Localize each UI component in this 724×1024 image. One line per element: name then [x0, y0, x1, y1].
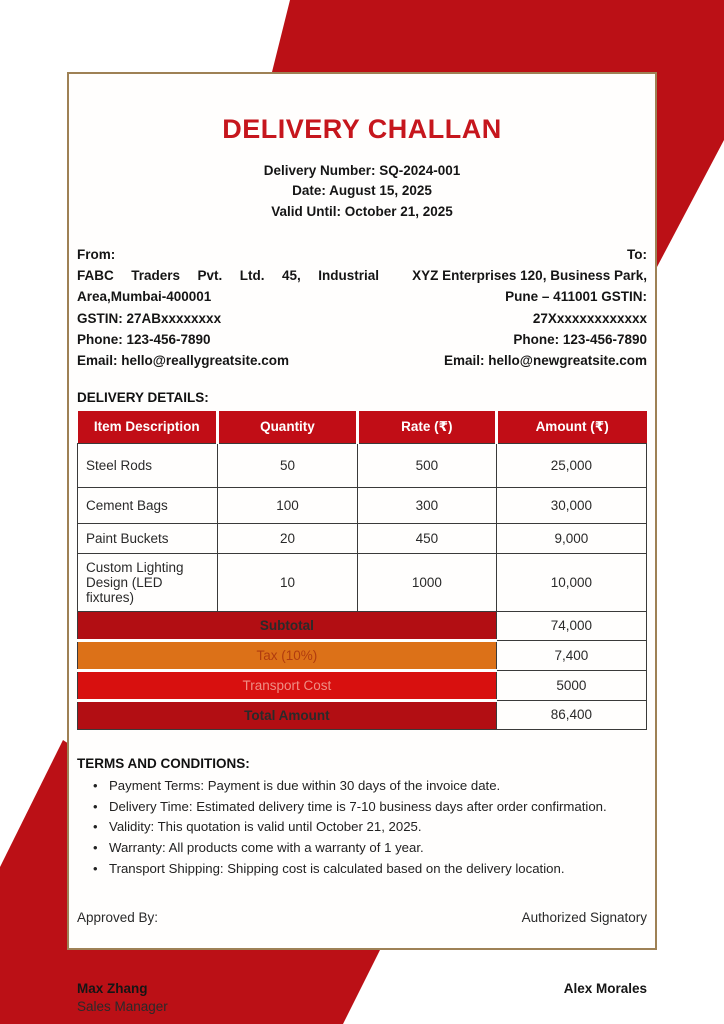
qty-cell: 100 [217, 487, 357, 523]
term-item [77, 797, 647, 818]
table-row [78, 553, 647, 611]
rate-cell: 1000 [357, 553, 496, 611]
signatory-role: Sales Manager [77, 999, 168, 1015]
to-phone: Phone: 123-456-7890 [513, 332, 647, 348]
transport-label: Transport Cost [78, 670, 497, 700]
from-gstin: GSTIN: 27ABxxxxxxxx [77, 310, 222, 326]
delivery-details-heading: DELIVERY DETAILS: [77, 389, 209, 405]
approved-by-label: Approved By: [77, 910, 159, 926]
from-address: FABC Traders Pvt. Ltd. 45, Industrial Area,Mumbai-400001 [77, 268, 379, 305]
transport-value: 5000 [496, 670, 646, 700]
signature-names [77, 981, 647, 1014]
document-date: Date: August 15, 2025 [292, 183, 432, 199]
term-text: Delivery Time: Estimated delivery time is 7-10 business days after order confirmation. [109, 798, 607, 814]
challan-page [67, 72, 657, 1015]
to-block [389, 244, 647, 372]
amount-cell: 30,000 [496, 487, 646, 523]
from-phone: Phone: 123-456-7890 [77, 332, 211, 348]
total-value: 86,400 [496, 700, 646, 729]
table-row [78, 487, 647, 523]
amount-cell: 9,000 [496, 523, 646, 553]
to-email: Email: hello@newgreatsite.com [444, 353, 647, 369]
header-quantity: Quantity [217, 411, 357, 444]
subtotal-value: 74,000 [496, 611, 646, 640]
term-text: Payment Terms: Payment is due within 30 days of the invoice date. [109, 777, 501, 793]
qty-cell: 20 [217, 523, 357, 553]
bullet-icon: • [93, 798, 98, 814]
bullet-icon: • [93, 840, 98, 856]
table-row [78, 523, 647, 553]
summary-row-subtotal [78, 611, 647, 640]
items-table [77, 411, 647, 730]
left-signatory [77, 981, 168, 1014]
header-amount: Amount (₹) [496, 411, 646, 444]
to-address: XYZ Enterprises 120, Business Park, Pune – 411001 GSTIN: 27Xxxxxxxxxxxxx [412, 268, 647, 326]
from-block [77, 244, 379, 372]
term-text: Transport Shipping: Shipping cost is calculated based on the delivery location. [109, 861, 565, 877]
bullet-icon: • [93, 777, 98, 793]
parties-section [77, 244, 647, 372]
item-cell: Custom Lighting Design (LED fixtures) [78, 553, 218, 611]
right-signatory-name: Alex Morales [563, 981, 647, 997]
bullet-icon: • [93, 861, 98, 877]
term-text: Validity: This quotation is valid until October 21, 2025. [109, 819, 422, 835]
table-row [78, 443, 647, 487]
qty-cell: 50 [217, 443, 357, 487]
total-label: Total Amount [78, 700, 497, 729]
rate-cell: 500 [357, 443, 496, 487]
tax-value: 7,400 [496, 640, 646, 670]
table-header-row [78, 411, 647, 444]
from-email: Email: hello@reallygreatsite.com [77, 353, 289, 369]
subtotal-label: Subtotal [78, 611, 497, 640]
term-item [77, 859, 647, 880]
qty-cell: 10 [217, 553, 357, 611]
rate-cell: 450 [357, 523, 496, 553]
amount-cell: 25,000 [496, 443, 646, 487]
authorized-signatory-label: Authorized Signatory [521, 910, 647, 926]
header-rate: Rate (₹) [357, 411, 496, 444]
to-label: To: [627, 246, 647, 262]
item-cell: Steel Rods [78, 443, 218, 487]
amount-cell: 10,000 [496, 553, 646, 611]
signatory-name: Max Zhang [77, 981, 148, 997]
page-title: DELIVERY CHALLAN [222, 114, 502, 144]
valid-until: Valid Until: October 21, 2025 [271, 203, 453, 219]
rate-cell: 300 [357, 487, 496, 523]
summary-row-total [78, 700, 647, 729]
tax-label: Tax (10%) [78, 640, 497, 670]
terms-heading: TERMS AND CONDITIONS: [77, 755, 250, 771]
summary-row-transport [78, 670, 647, 700]
summary-row-tax [78, 640, 647, 670]
term-item [77, 817, 647, 838]
item-cell: Cement Bags [78, 487, 218, 523]
from-label: From: [77, 246, 116, 262]
item-cell: Paint Buckets [78, 523, 218, 553]
delivery-number: Delivery Number: SQ-2024-001 [263, 163, 461, 178]
header-item-description: Item Description [78, 411, 218, 444]
signature-captions [77, 910, 647, 925]
term-item [77, 838, 647, 859]
term-text: Warranty: All products come with a warranty of 1 year. [109, 840, 424, 856]
terms-list [77, 776, 647, 880]
term-item [77, 776, 647, 797]
bullet-icon: • [93, 819, 98, 835]
document-meta [77, 161, 647, 222]
